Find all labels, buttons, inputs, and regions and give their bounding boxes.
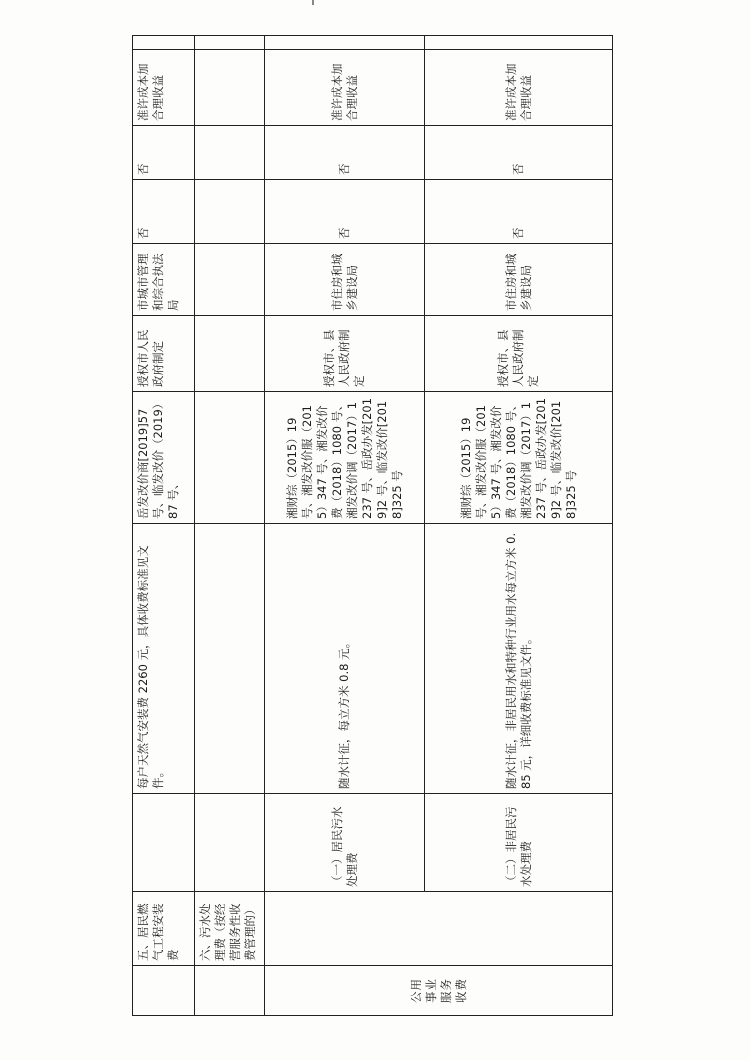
cell-extra — [133, 36, 195, 50]
cell-category — [133, 966, 195, 1016]
cell-extra — [265, 36, 425, 50]
cell-flag1 — [195, 180, 265, 244]
scan-mark — [312, 0, 314, 5]
cell-subitem: （二）非居民污水处理费 — [425, 794, 613, 892]
cell-agency: 市住房和城乡建设局 — [265, 244, 425, 316]
cell-agency: 市住房和城乡建设局 — [425, 244, 613, 316]
cell-standard: 随水计征，非居民用水和特种行业用水每立方米 0.85 元，详细收费标准见文件。 — [425, 524, 613, 794]
cell-standard — [195, 524, 265, 794]
table-row — [195, 36, 265, 1016]
cell-category: 公用 事业 服务 收费 — [265, 966, 613, 1016]
cell-subitem — [195, 794, 265, 892]
cell-note: 准许成本加合理收益 — [133, 50, 195, 126]
cell-basis — [195, 392, 265, 524]
cell-standard: 随水计征，每立方米 0.8 元。 — [265, 524, 425, 794]
cell-flag2: 否 — [265, 126, 425, 180]
cell-subitem — [133, 794, 195, 892]
cell-note: 准许成本加合理收益 — [425, 50, 613, 126]
cell-item: 五、居民燃气工程安装费 — [133, 892, 195, 966]
cell-flag2: 否 — [425, 126, 613, 180]
cell-standard: 每户天然气安装费 2260 元，具体收费标准见文件。 — [133, 524, 195, 794]
cell-subitem: （一）居民污水处理费 — [265, 794, 425, 892]
table-row — [425, 36, 613, 1016]
cell-basis: 湘财综（2015）19 号、湘发改价服（2015）347 号、湘发改价费（2018）1080 号、湘发改价调（2017）1237 号、岳政办发[2019]2 号、临发改价[2018]325 号 — [265, 392, 425, 524]
cell-basis: 湘财综（2015）19 号、湘发改价服（2015）347 号、湘发改价费（2018）1080 号、湘发改价调（2017）1237 号、岳政办发[2019]2 号、临发改价[2018]325 号 — [425, 392, 613, 524]
cell-flag2: 否 — [133, 126, 195, 180]
cell-basis: 岳发改价商[2019]57 号、临发改价（2019）87 号、 — [133, 392, 195, 524]
cell-authority: 授权市人民政府制定 — [133, 316, 195, 392]
cell-note — [195, 50, 265, 126]
cell-note: 准许成本加合理收益 — [265, 50, 425, 126]
cell-item — [265, 892, 613, 966]
table-row — [265, 36, 425, 1016]
cell-extra — [195, 36, 265, 50]
fee-table — [132, 35, 613, 1016]
cell-extra — [425, 36, 613, 50]
cell-flag1: 否 — [425, 180, 613, 244]
cell-flag1: 否 — [133, 180, 195, 244]
rotated-fee-table — [132, 36, 612, 1016]
cell-agency — [195, 244, 265, 316]
cell-category — [195, 966, 265, 1016]
cell-authority: 授权市、县人民政府制定 — [265, 316, 425, 392]
table-row — [133, 36, 195, 1016]
cell-authority — [195, 316, 265, 392]
cell-flag1: 否 — [265, 180, 425, 244]
cell-authority: 授权市、县人民政府制定 — [425, 316, 613, 392]
cell-item: 六、污水处理费（按经营服务性收费管理的） — [195, 892, 265, 966]
cell-flag2 — [195, 126, 265, 180]
cell-agency: 市城市管理和综合执法局 — [133, 244, 195, 316]
